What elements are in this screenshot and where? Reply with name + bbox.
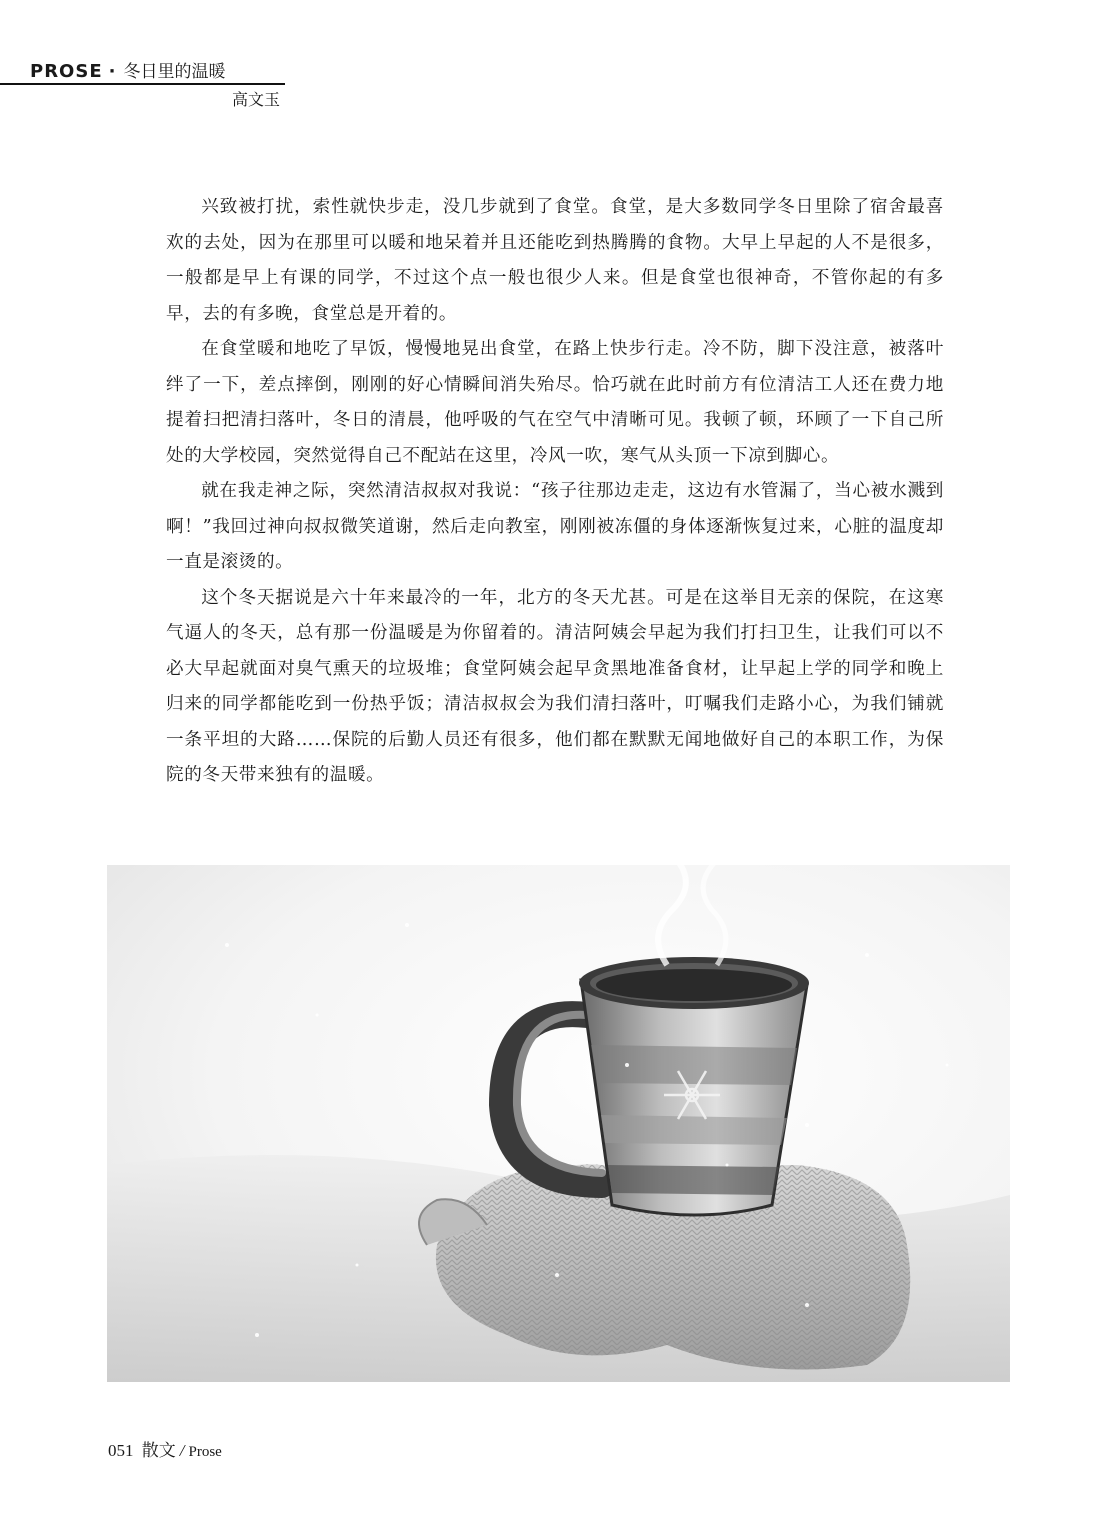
article-title: 冬日里的温暖 — [123, 62, 226, 82]
paragraph: 兴致被打扰，索性就快步走，没几步就到了食堂。食堂，是大多数同学冬日里除了宿舍最喜欢的去处，因为在那里可以暖和地呆着并且还能吃到热腾腾的食物。大早上早起的人不是很多，一般都是早上有课的同学，不过这个点一般也很少人来。但是食堂也很神奇，不管你起的有多早，去的有多晚，食堂总是开着的。 — [166, 197, 944, 324]
paragraph: 这个冬天据说是六十年来最冷的一年，北方的冬天尤甚。可是在这举目无亲的保院，在这寒气逼人的冬天，总有那一份温暖是为你留着的。清洁阿姨会早起为我们打扫卫生，让我们可以不必大早起就面对臭气熏天的垃圾堆；食堂阿姨会起早贪黑地准备食材，让早起上学的同学和晚上归来的同学都能吃到一份热乎饭；清洁叔叔会为我们清扫落叶，叮嘱我们走路小心，为我们铺就一条平坦的大路……保院的后勤人员还有很多，他们都在默默无闻地做好自己的本职工作，为保院的冬天带来独有的温暖。 — [166, 587, 944, 785]
series-label: PROSE — [30, 61, 103, 82]
header-rule — [0, 83, 285, 85]
separator-dot: · — [108, 61, 116, 82]
section-name-en: Prose — [188, 1444, 222, 1460]
paragraph: 在食堂暖和地吃了早饭，慢慢地晃出食堂，在路上快步行走。冷不防，脚下没注意，被落叶绊了一下，差点摔倒，刚刚的好心情瞬间消失殆尽。恰巧就在此时前方有位清洁工人还在费力地提着扫把清扫落叶，冬日的清晨，他呼吸的气在空气中清晰可见。我顿了顿，环顾了一下自己所处的大学校园，突然觉得自己不配站在这里，冷风一吹，寒气从头顶一下凉到脚心。 — [166, 339, 944, 466]
section-name: 散文 — [141, 1441, 176, 1460]
mug-illustration — [107, 865, 1010, 1382]
page-number: 051 — [108, 1441, 134, 1460]
paragraph: 就在我走神之际，突然清洁叔叔对我说：“孩子往那边走走，这边有水管漏了，当心被水溅到啊！”我回过神向叔叔微笑道谢，然后走向教室，刚刚被冻僵的身体逐渐恢复过来，心脏的温度却一直是滚烫的。 — [166, 481, 944, 572]
header-title-line — [30, 60, 225, 84]
footer-slash: / — [179, 1441, 185, 1460]
mug-photo — [107, 865, 1010, 1382]
article-body — [166, 190, 944, 794]
running-header — [0, 58, 285, 118]
page-footer — [108, 1436, 222, 1461]
mug — [579, 957, 809, 1215]
author-name: 高文玉 — [232, 90, 281, 109]
